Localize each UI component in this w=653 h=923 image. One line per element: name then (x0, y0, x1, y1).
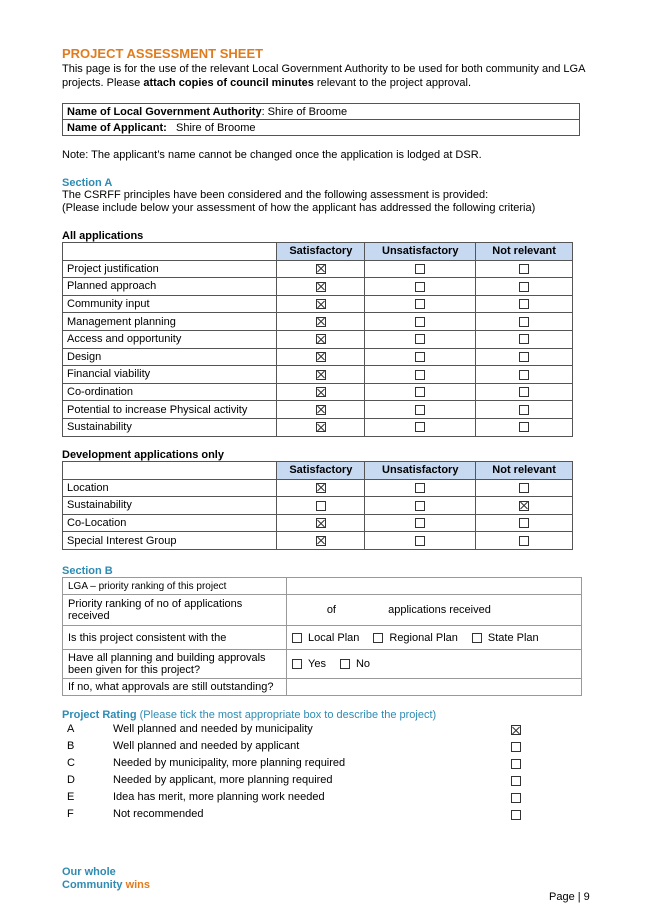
rating-letter: B (67, 740, 75, 752)
rating-row-a (67, 723, 527, 739)
criteria-cell-not-relevant (476, 479, 573, 497)
intro-part1: This page is for the use of the relevant Local Government Authority to be used for both community and LGA projects. Please (62, 63, 585, 89)
plan-option-state-plan[interactable] (472, 632, 539, 644)
brand-wins: wins (125, 879, 151, 891)
criteria-cell-unsatisfactory (365, 497, 476, 515)
plan-option-label: Local Plan (308, 631, 360, 644)
yes-checkbox[interactable] (292, 659, 302, 669)
approval-option-no[interactable] (340, 658, 370, 670)
criteria-label: Community input (63, 295, 277, 313)
not-relevant-checkbox[interactable] (519, 518, 529, 528)
criteria-cell-unsatisfactory (365, 532, 476, 550)
criteria-cell-unsatisfactory (365, 366, 476, 384)
consistency-question: Is this project consistent with the (63, 626, 287, 650)
criteria-label: Financial viability (63, 366, 277, 384)
criteria-row-community-input (63, 295, 573, 313)
rating-row-e (67, 791, 527, 807)
lga-name-value: : Shire of Broome (261, 105, 348, 118)
rating-row-d (67, 774, 527, 790)
rating-checkbox[interactable] (511, 742, 521, 752)
outstanding-approvals-answer[interactable] (287, 679, 582, 696)
all-applications-heading: All applications (62, 230, 144, 242)
criteria-cell-satisfactory (277, 366, 365, 384)
state-plan-checkbox[interactable] (472, 633, 482, 643)
criteria-cell-not-relevant (476, 383, 573, 401)
local-plan-checkbox[interactable] (292, 633, 302, 643)
section-b-table (62, 577, 582, 696)
criteria-row-sustainability (63, 418, 573, 436)
rating-letter: F (67, 808, 74, 820)
rating-checkbox[interactable] (511, 776, 521, 786)
satisfactory-checkbox[interactable] (316, 370, 326, 380)
criteria-cell-not-relevant (476, 532, 573, 550)
unsatisfactory-checkbox[interactable] (415, 317, 425, 327)
section-b-row-outstanding (63, 679, 582, 696)
brand-line1: Our whole (62, 866, 116, 878)
project-rating-heading (62, 709, 436, 721)
rating-description: Well planned and needed by municipality (113, 723, 313, 735)
header-unsatisfactory: Unsatisfactory (365, 243, 476, 261)
development-header-row (63, 462, 573, 480)
lga-name-cell (63, 104, 580, 120)
criteria-row-special-interest-group (63, 532, 573, 550)
development-applications-heading: Development applications only (62, 449, 224, 461)
unsatisfactory-checkbox[interactable] (415, 387, 425, 397)
rating-letter: E (67, 791, 75, 803)
criteria-label: Co-ordination (63, 383, 277, 401)
criteria-row-project-justification (63, 260, 573, 278)
applicant-name-row (63, 120, 580, 136)
unsatisfactory-checkbox[interactable] (415, 405, 425, 415)
rating-checkbox[interactable] (511, 759, 521, 769)
plan-option-label: Regional Plan (389, 631, 458, 644)
approval-option-yes[interactable] (292, 658, 326, 670)
unsatisfactory-checkbox[interactable] (415, 536, 425, 546)
criteria-cell-unsatisfactory (365, 330, 476, 348)
satisfactory-checkbox[interactable] (316, 352, 326, 362)
criteria-label: Planned approach (63, 278, 277, 296)
satisfactory-checkbox[interactable] (316, 334, 326, 344)
rating-description: Well planned and needed by applicant (113, 740, 300, 752)
criteria-label: Location (63, 479, 277, 497)
criteria-cell-unsatisfactory (365, 514, 476, 532)
criteria-cell-not-relevant (476, 295, 573, 313)
not-relevant-checkbox[interactable] (519, 405, 529, 415)
criteria-cell-not-relevant (476, 418, 573, 436)
applicant-name-label: Name of Applicant: (67, 121, 167, 134)
regional-plan-checkbox[interactable] (373, 633, 383, 643)
criteria-cell-not-relevant (476, 497, 573, 515)
criteria-cell-satisfactory (277, 383, 365, 401)
approvals-options (287, 650, 582, 679)
criteria-cell-satisfactory (277, 514, 365, 532)
not-relevant-checkbox[interactable] (519, 264, 529, 274)
unsatisfactory-checkbox[interactable] (415, 282, 425, 292)
criteria-row-financial-viability (63, 366, 573, 384)
criteria-cell-unsatisfactory (365, 295, 476, 313)
criteria-cell-satisfactory (277, 295, 365, 313)
priority-ranking-question: LGA – priority ranking of this project (63, 578, 287, 595)
brand-line2 (62, 879, 150, 892)
criteria-cell-satisfactory (277, 532, 365, 550)
ranking-of-label: of (326, 604, 336, 616)
consistency-options (287, 626, 582, 650)
satisfactory-checkbox[interactable] (316, 501, 326, 511)
satisfactory-checkbox[interactable] (316, 264, 326, 274)
criteria-label: Special Interest Group (63, 532, 277, 550)
satisfactory-checkbox[interactable] (316, 299, 326, 309)
footer-brand (62, 866, 150, 892)
not-relevant-checkbox[interactable] (519, 501, 529, 511)
intro-bold: attach copies of council minutes (143, 77, 314, 89)
criteria-row-co-location (63, 514, 573, 532)
plan-option-local-plan[interactable] (292, 632, 359, 644)
criteria-label: Sustainability (63, 497, 277, 515)
criteria-row-design (63, 348, 573, 366)
rating-letter: C (67, 757, 75, 769)
not-relevant-checkbox[interactable] (519, 352, 529, 362)
section-b-row-approvals (63, 650, 582, 679)
criteria-cell-satisfactory (277, 313, 365, 331)
unsatisfactory-checkbox[interactable] (415, 483, 425, 493)
satisfactory-checkbox[interactable] (316, 536, 326, 546)
not-relevant-checkbox[interactable] (519, 422, 529, 432)
criteria-cell-not-relevant (476, 514, 573, 532)
not-relevant-checkbox[interactable] (519, 536, 529, 546)
intro-part2: relevant to the project approval. (313, 77, 472, 89)
criteria-cell-unsatisfactory (365, 418, 476, 436)
criteria-label: Co-Location (63, 514, 277, 532)
note-text: Note: The applicant’s name cannot be changed once the application is lodged at DSR. (62, 149, 482, 161)
criteria-row-location (63, 479, 573, 497)
header-satisfactory: Satisfactory (277, 462, 365, 480)
section-a-line1: The CSRFF principles have been considered and the following assessment is provided: (62, 189, 489, 201)
header-satisfactory: Satisfactory (277, 243, 365, 261)
unsatisfactory-checkbox[interactable] (415, 422, 425, 432)
rating-row-b (67, 740, 527, 756)
header-not-relevant: Not relevant (476, 462, 573, 480)
satisfactory-checkbox[interactable] (316, 282, 326, 292)
applicant-name-value: Shire of Broome (176, 121, 256, 134)
criteria-cell-not-relevant (476, 278, 573, 296)
satisfactory-checkbox[interactable] (316, 518, 326, 528)
header-blank (63, 462, 277, 480)
criteria-row-co-ordination (63, 383, 573, 401)
criteria-cell-unsatisfactory (365, 313, 476, 331)
criteria-row-access-and-opportunity (63, 330, 573, 348)
criteria-cell-satisfactory (277, 330, 365, 348)
page-number: Page | 9 (549, 891, 590, 903)
criteria-cell-satisfactory (277, 278, 365, 296)
criteria-label: Design (63, 348, 277, 366)
applications-received-label: applications received (388, 604, 491, 616)
rating-letter: A (67, 723, 75, 735)
unsatisfactory-checkbox[interactable] (415, 501, 425, 511)
criteria-cell-not-relevant (476, 313, 573, 331)
satisfactory-checkbox[interactable] (316, 317, 326, 327)
criteria-label: Access and opportunity (63, 330, 277, 348)
criteria-cell-not-relevant (476, 401, 573, 419)
satisfactory-checkbox[interactable] (316, 483, 326, 493)
criteria-label: Management planning (63, 313, 277, 331)
not-relevant-checkbox[interactable] (519, 282, 529, 292)
approval-option-label: Yes (308, 658, 326, 670)
satisfactory-checkbox[interactable] (316, 387, 326, 397)
project-rating-subtitle: (Please tick the most appropriate box to describe the project) (136, 709, 437, 721)
criteria-cell-unsatisfactory (365, 401, 476, 419)
brand-community: Community (62, 879, 126, 891)
section-a-text (62, 189, 535, 215)
applicant-name-cell (63, 120, 580, 136)
criteria-row-management-planning (63, 313, 573, 331)
section-b-row-ranking (63, 595, 582, 626)
not-relevant-checkbox[interactable] (519, 387, 529, 397)
criteria-cell-unsatisfactory (365, 479, 476, 497)
lga-name-row (63, 104, 580, 120)
section-b-row-priority (63, 578, 582, 595)
criteria-cell-satisfactory (277, 348, 365, 366)
rating-checkbox[interactable] (511, 793, 521, 803)
lga-name-label: Name of Local Government Authority (67, 105, 262, 118)
header-unsatisfactory: Unsatisfactory (365, 462, 476, 480)
criteria-cell-unsatisfactory (365, 383, 476, 401)
criteria-cell-unsatisfactory (365, 278, 476, 296)
criteria-cell-satisfactory (277, 260, 365, 278)
criteria-row-potential-to-increase-physical-activity (63, 401, 573, 419)
criteria-cell-not-relevant (476, 348, 573, 366)
criteria-cell-unsatisfactory (365, 260, 476, 278)
criteria-label: Potential to increase Physical activity (63, 401, 277, 419)
section-a-heading: Section A (62, 177, 113, 189)
satisfactory-checkbox[interactable] (316, 405, 326, 415)
all-applications-header-row (63, 243, 573, 261)
rating-description: Not recommended (113, 808, 204, 820)
criteria-row-planned-approach (63, 278, 573, 296)
unsatisfactory-checkbox[interactable] (415, 264, 425, 274)
rating-letter: D (67, 774, 75, 786)
criteria-cell-satisfactory (277, 479, 365, 497)
criteria-cell-unsatisfactory (365, 348, 476, 366)
rating-row-c (67, 757, 527, 773)
rating-description: Idea has merit, more planning work needed (113, 791, 325, 803)
header-blank (63, 243, 277, 261)
unsatisfactory-checkbox[interactable] (415, 518, 425, 528)
unsatisfactory-checkbox[interactable] (415, 334, 425, 344)
section-b-heading: Section B (62, 565, 113, 577)
rating-checkbox[interactable] (511, 810, 521, 820)
approvals-question: Have all planning and building approvals been given for this project? (63, 650, 287, 679)
page-title: PROJECT ASSESSMENT SHEET (62, 46, 264, 61)
section-a-line2: (Please include below your assessment of how the applicant has addressed the following criteria) (62, 202, 536, 214)
criteria-label: Sustainability (63, 418, 277, 436)
unsatisfactory-checkbox[interactable] (415, 299, 425, 309)
criteria-cell-not-relevant (476, 330, 573, 348)
criteria-cell-satisfactory (277, 418, 365, 436)
unsatisfactory-checkbox[interactable] (415, 352, 425, 362)
rating-row-f (67, 808, 527, 824)
approval-option-label: No (355, 658, 371, 670)
criteria-cell-not-relevant (476, 366, 573, 384)
section-b-row-consistency (63, 626, 582, 650)
rating-checkbox[interactable] (511, 725, 521, 735)
not-relevant-checkbox[interactable] (519, 317, 529, 327)
ranking-of-applications-question: Priority ranking of no of applications received (63, 595, 287, 626)
all-applications-table (62, 242, 573, 437)
development-applications-table (62, 461, 573, 550)
intro-text (62, 62, 602, 90)
project-rating-title: Project Rating (62, 709, 137, 721)
criteria-cell-satisfactory (277, 401, 365, 419)
not-relevant-checkbox[interactable] (519, 299, 529, 309)
names-table (62, 103, 580, 136)
header-not-relevant: Not relevant (476, 243, 573, 261)
criteria-cell-satisfactory (277, 497, 365, 515)
ranking-of-applications-answer[interactable] (287, 595, 582, 626)
plan-option-regional-plan[interactable] (373, 632, 458, 644)
priority-ranking-answer[interactable] (287, 578, 582, 595)
rating-description: Needed by municipality, more planning required (113, 757, 346, 769)
criteria-cell-not-relevant (476, 260, 573, 278)
unsatisfactory-checkbox[interactable] (415, 370, 425, 380)
not-relevant-checkbox[interactable] (519, 483, 529, 493)
plan-option-label: State Plan (487, 631, 539, 644)
criteria-label: Project justification (63, 260, 277, 278)
no-checkbox[interactable] (340, 659, 350, 669)
not-relevant-checkbox[interactable] (519, 334, 529, 344)
rating-description: Needed by applicant, more planning required (113, 774, 333, 786)
not-relevant-checkbox[interactable] (519, 370, 529, 380)
outstanding-approvals-question: If no, what approvals are still outstanding? (63, 679, 287, 696)
satisfactory-checkbox[interactable] (316, 422, 326, 432)
criteria-row-sustainability (63, 497, 573, 515)
